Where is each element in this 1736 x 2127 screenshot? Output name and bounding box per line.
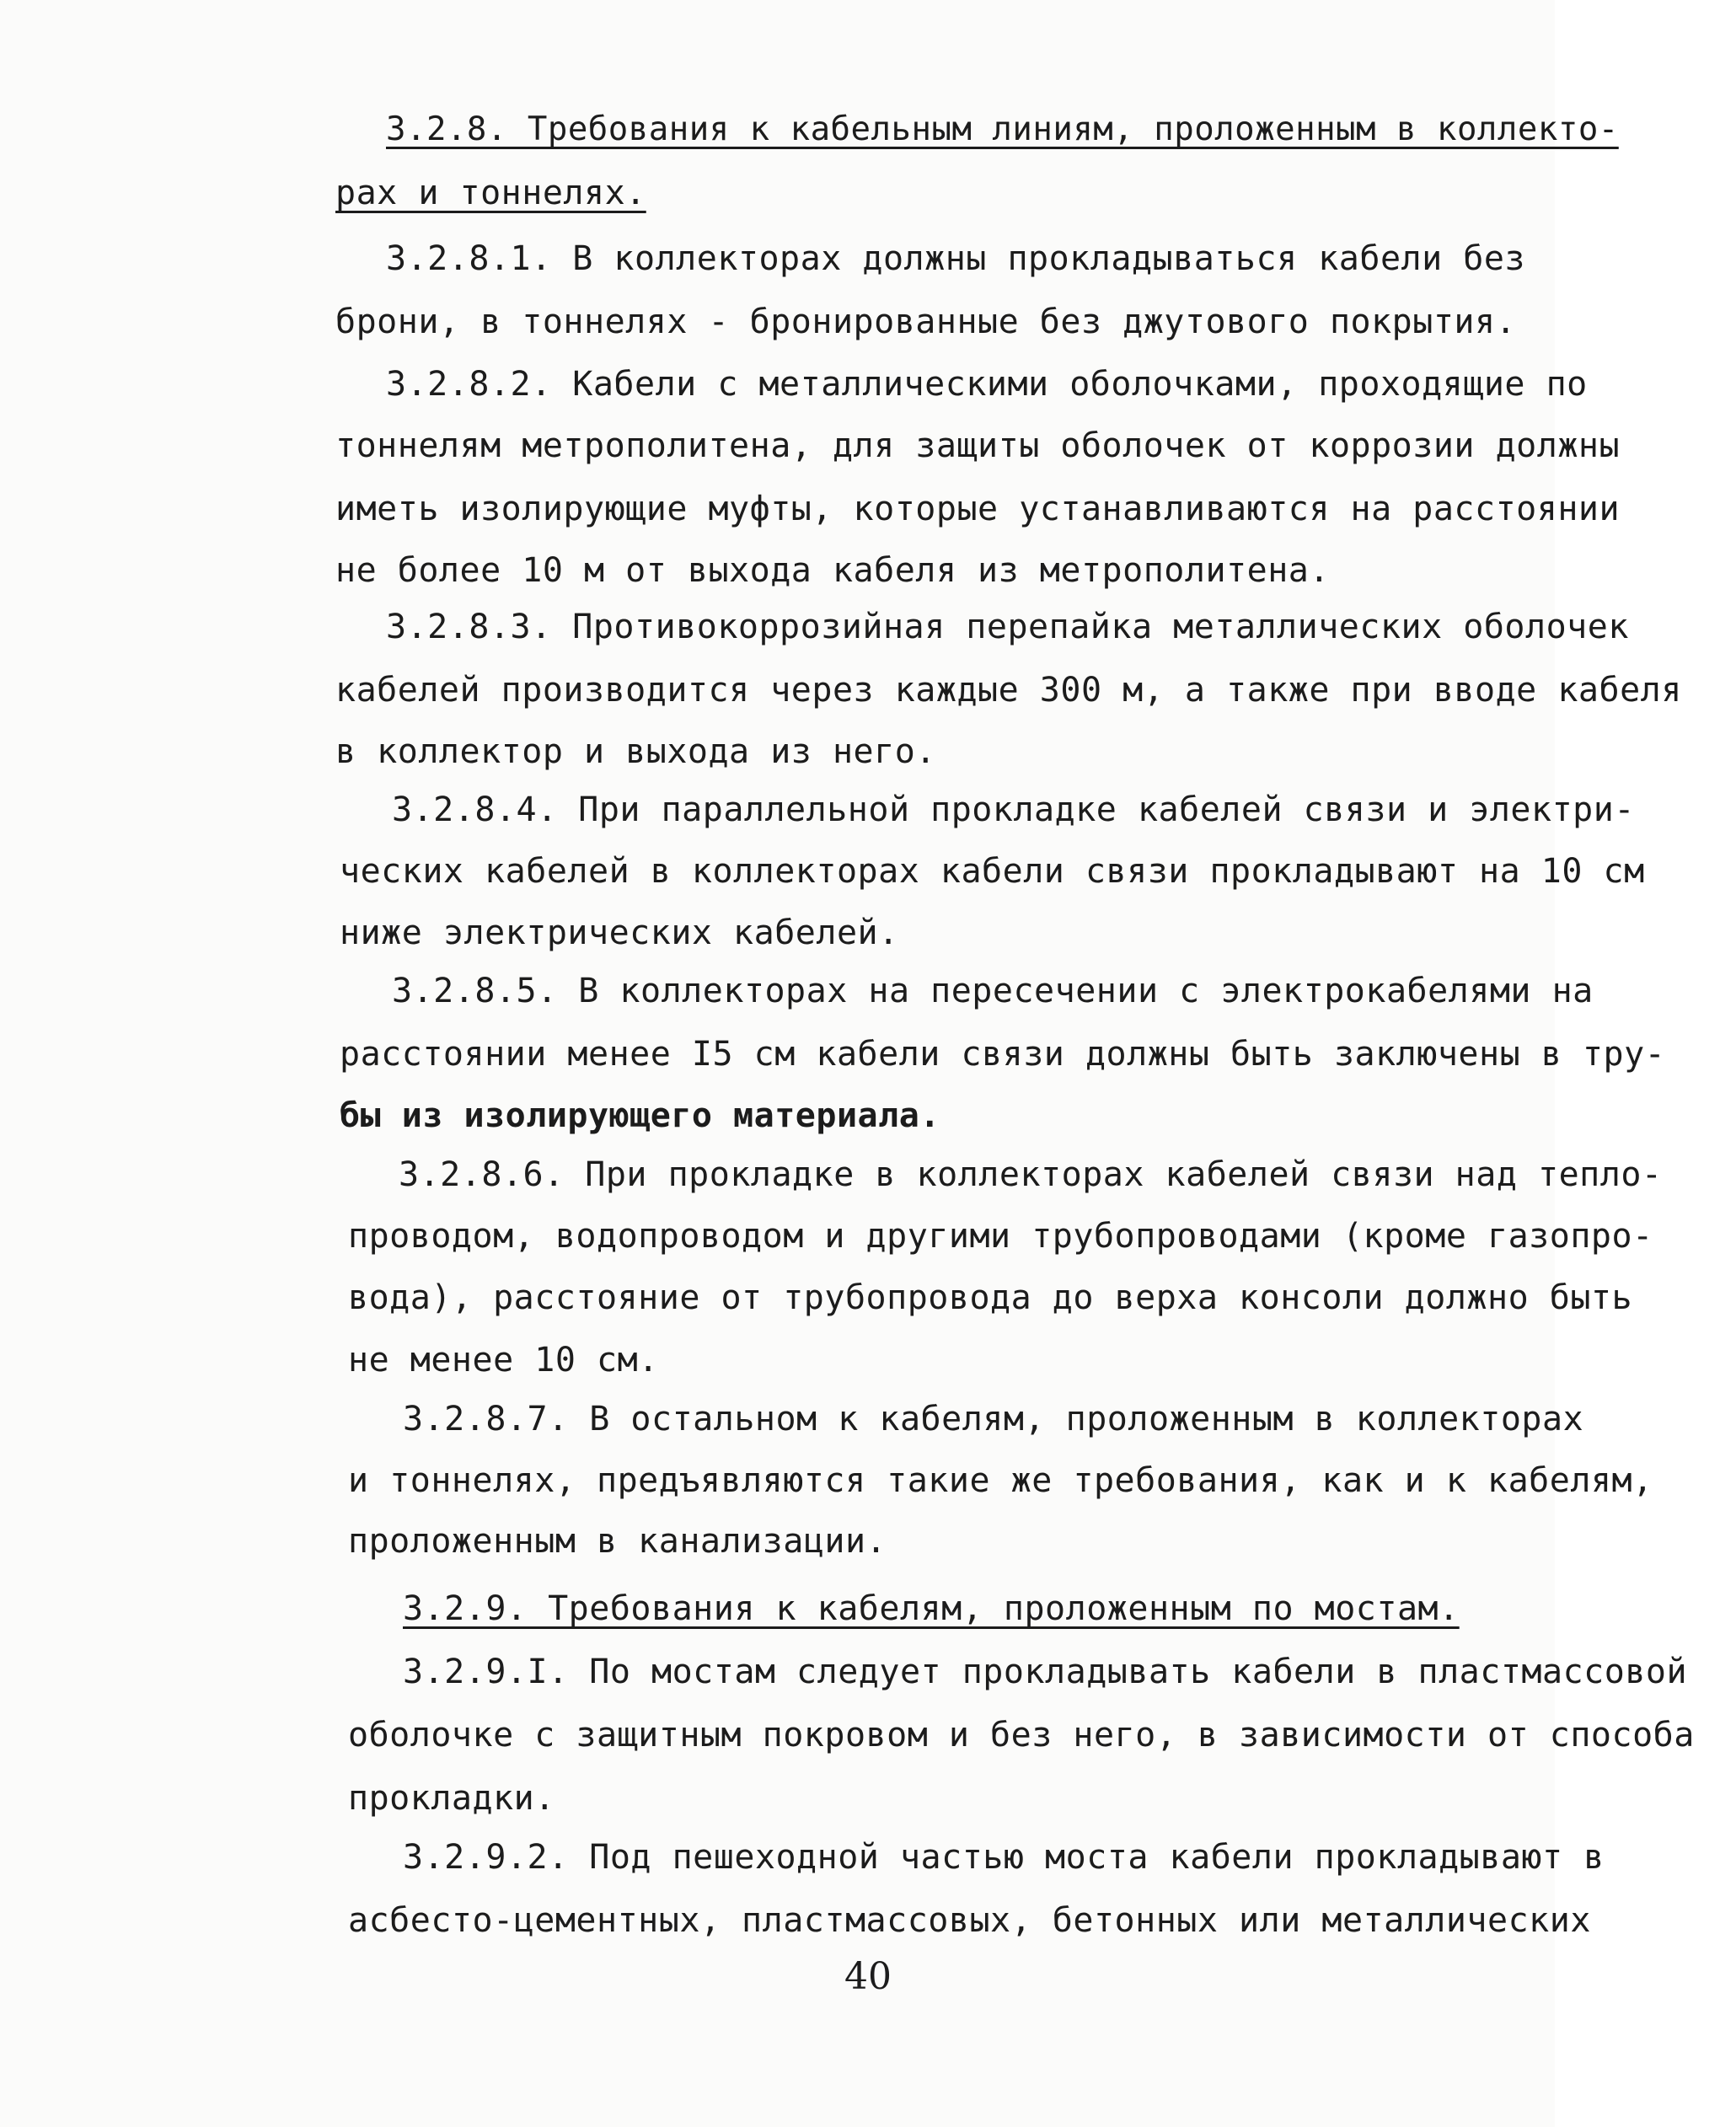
- paragraph-3-2-8-3-line-1: 3.2.8.3. Противокоррозийная перепайка металлических оболочек: [386, 608, 1629, 646]
- paragraph-3-2-8-7-line-3: проложенным в канализации.: [348, 1522, 887, 1561]
- paragraph-3-2-8-1-line-2: брони, в тоннелях - бронированные без джутового покрытия.: [335, 303, 1517, 341]
- paragraph-3-2-8-6-line-4: не менее 10 см.: [348, 1341, 659, 1380]
- section-heading-3-2-8-line-2: рах и тоннелях.: [335, 174, 646, 212]
- page-number: 40: [844, 1955, 892, 1998]
- paragraph-3-2-8-7-line-2: и тоннелях, предъявляются такие же требования, как и к кабелям,: [348, 1461, 1653, 1500]
- section-heading-3-2-8-line-1: 3.2.8. Требования к кабельным линиям, проложенным в коллекто-: [386, 110, 1619, 148]
- paragraph-3-2-8-6-line-1: 3.2.8.6. При прокладке в коллекторах кабелей связи над тепло-: [399, 1155, 1663, 1194]
- paragraph-3-2-8-5-line-2: расстоянии менее I5 см кабели связи должны быть заключены в тру-: [340, 1035, 1666, 1074]
- paragraph-3-2-8-5-line-1: 3.2.8.5. В коллекторах на пересечении с электрокабелями на: [392, 972, 1594, 1010]
- paragraph-3-2-8-6-line-2: проводом, водопроводом и другими трубопроводами (кроме газопро-: [348, 1217, 1653, 1256]
- paragraph-3-2-8-7-line-1: 3.2.8.7. В остальном к кабелям, проложенным в коллекторах: [403, 1400, 1584, 1439]
- paragraph-3-2-8-1-line-1: 3.2.8.1. В коллекторах должны прокладываться кабели без: [386, 239, 1526, 278]
- paragraph-3-2-8-6-line-3: вода), расстояние от трубопровода до верха консоли должно быть: [348, 1278, 1633, 1317]
- paragraph-3-2-8-3-line-3: в коллектор и выхода из него.: [335, 732, 936, 771]
- paragraph-3-2-9-1-line-3: прокладки.: [348, 1779, 555, 1818]
- paragraph-3-2-8-2-line-2: тоннелям метрополитена, для защиты оболочек от коррозии должны: [335, 426, 1621, 465]
- paragraph-3-2-8-3-line-2: кабелей производится через каждые 300 м, а также при вводе кабеля: [335, 671, 1682, 710]
- paragraph-3-2-8-4-line-3: ниже электрических кабелей.: [340, 913, 899, 952]
- paragraph-3-2-9-1-line-1: 3.2.9.I. По мостам следует прокладывать кабели в пластмассовой: [403, 1653, 1688, 1691]
- paragraph-3-2-8-4-line-1: 3.2.8.4. При параллельной прокладке кабелей связи и электри-: [392, 790, 1635, 829]
- paragraph-3-2-8-2-line-3: иметь изолирующие муфты, которые устанавливаются на расстоянии: [335, 490, 1621, 528]
- section-heading-3-2-9: 3.2.9. Требования к кабелям, проложенным по мостам.: [403, 1589, 1460, 1628]
- paragraph-3-2-8-4-line-2: ческих кабелей в коллекторах кабели связи прокладывают на 10 см: [340, 852, 1645, 891]
- paragraph-3-2-9-1-line-2: оболочке с защитным покровом и без него, в зависимости от способа: [348, 1716, 1695, 1755]
- paragraph-3-2-8-2-line-1: 3.2.8.2. Кабели с металлическими оболочками, проходящие по: [386, 365, 1588, 404]
- paragraph-3-2-9-2-line-1: 3.2.9.2. Под пешеходной частью моста кабели прокладывают в: [403, 1838, 1605, 1877]
- paragraph-3-2-8-2-line-4: не более 10 м от выхода кабеля из метрополитена.: [335, 551, 1330, 590]
- paragraph-3-2-8-5-line-3: бы из изолирующего материала.: [340, 1096, 940, 1135]
- paragraph-3-2-9-2-line-2: асбесто-цементных, пластмассовых, бетонных или металлических: [348, 1901, 1591, 1940]
